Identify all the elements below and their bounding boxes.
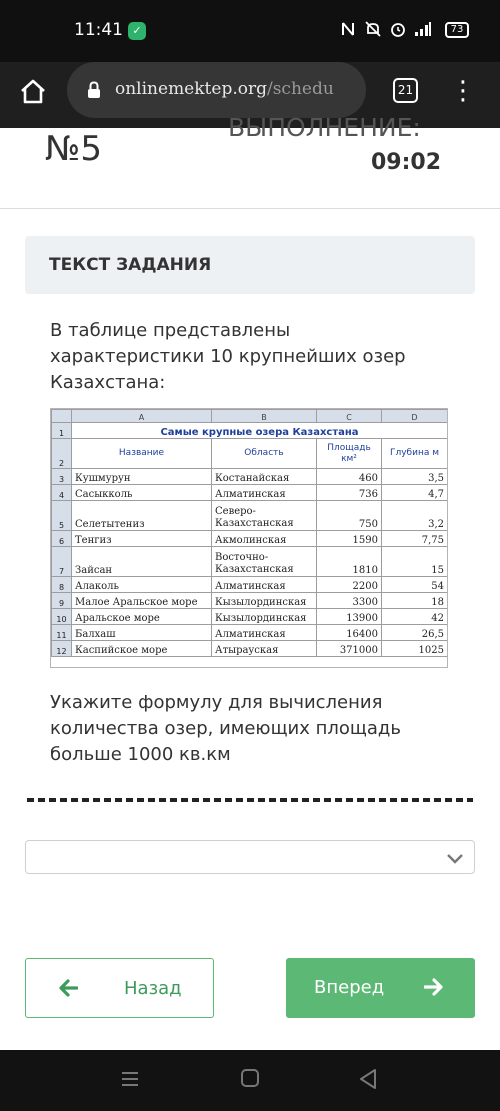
cell-name: Каспийское море bbox=[72, 641, 212, 657]
back-button-label: Назад bbox=[124, 978, 182, 999]
cell-area: 16400 bbox=[317, 625, 382, 641]
cell-region: Акмолинская bbox=[212, 531, 317, 547]
next-button-label: Вперед bbox=[314, 977, 385, 998]
cell-name: Сасыкколь bbox=[72, 485, 212, 501]
cell-region: Кызылординская bbox=[212, 609, 317, 625]
row-number: 9 bbox=[52, 593, 72, 609]
cell-region: Восточно-Казахстанская bbox=[212, 547, 317, 577]
back-button[interactable] bbox=[25, 958, 214, 1018]
table-row bbox=[52, 531, 448, 547]
tab-switcher-button[interactable]: 21 bbox=[393, 78, 418, 103]
header-row bbox=[52, 439, 448, 469]
header-area: Площадь км² bbox=[317, 439, 382, 469]
status-bar bbox=[0, 0, 500, 62]
cell-name: Зайсан bbox=[72, 547, 212, 577]
cell-depth: 15 bbox=[382, 547, 448, 577]
cell-name: Тенгиз bbox=[72, 531, 212, 547]
col-header: B bbox=[212, 410, 317, 423]
cell-region: Алматинская bbox=[212, 485, 317, 501]
task-number: №5 bbox=[45, 129, 102, 169]
cell-area: 3300 bbox=[317, 593, 382, 609]
row-number: 1 bbox=[52, 423, 72, 439]
cell-area: 2200 bbox=[317, 577, 382, 593]
cell-region: Кызылординская bbox=[212, 593, 317, 609]
column-header-row bbox=[52, 410, 448, 423]
row-number: 5 bbox=[52, 501, 72, 531]
header-region: Область bbox=[212, 439, 317, 469]
row-number: 10 bbox=[52, 609, 72, 625]
task-text-panel bbox=[25, 236, 475, 294]
cell-region: Северо-Казахстанская bbox=[212, 501, 317, 531]
nfc-icon bbox=[340, 21, 356, 37]
table-body bbox=[52, 469, 448, 657]
corner-cell bbox=[52, 410, 72, 423]
url-text: onlinemektep.org/schedu bbox=[115, 79, 334, 99]
table-row bbox=[52, 593, 448, 609]
table-row bbox=[52, 501, 448, 531]
cell-name: Селетытениз bbox=[72, 501, 212, 531]
cell-region: Атырауская bbox=[212, 641, 317, 657]
table-row bbox=[52, 577, 448, 593]
cell-region: Алматинская bbox=[212, 625, 317, 641]
execution-label: ВЫПОЛНЕНИЕ: bbox=[228, 113, 421, 142]
lock-icon bbox=[87, 81, 101, 99]
timer: 09:02 bbox=[371, 150, 442, 175]
row-number: 8 bbox=[52, 577, 72, 593]
header-depth: Глубина м bbox=[382, 439, 448, 469]
table-row bbox=[52, 469, 448, 485]
col-header: D bbox=[382, 410, 448, 423]
cell-depth: 3,2 bbox=[382, 501, 448, 531]
app-notification-icon: ✓ bbox=[128, 22, 146, 40]
battery-icon: 73 bbox=[445, 22, 469, 38]
cell-name: Алаколь bbox=[72, 577, 212, 593]
cell-depth: 42 bbox=[382, 609, 448, 625]
table-row bbox=[52, 485, 448, 501]
home-icon[interactable] bbox=[18, 76, 48, 106]
row-number: 12 bbox=[52, 641, 72, 657]
status-indicator-icons bbox=[340, 21, 432, 41]
cell-area: 371000 bbox=[317, 641, 382, 657]
row-number: 3 bbox=[52, 469, 72, 485]
address-bar[interactable] bbox=[67, 62, 366, 118]
task-intro: В таблице представлены характеристики 10 крупнейших озер Казахстана: bbox=[50, 320, 406, 393]
table-row bbox=[52, 641, 448, 657]
cell-region: Костанайская bbox=[212, 469, 317, 485]
alarm-icon bbox=[390, 21, 406, 37]
nav-home-icon[interactable] bbox=[240, 1068, 260, 1088]
table-row bbox=[52, 609, 448, 625]
header-name: Название bbox=[72, 439, 212, 469]
next-button[interactable] bbox=[286, 958, 475, 1018]
col-header: A bbox=[72, 410, 212, 423]
more-menu-icon[interactable]: ⋮ bbox=[450, 76, 476, 106]
cell-depth: 3,5 bbox=[382, 469, 448, 485]
cell-name: Балхаш bbox=[72, 625, 212, 641]
cell-name: Аральское море bbox=[72, 609, 212, 625]
answer-dropdown[interactable] bbox=[25, 840, 475, 874]
cell-area: 750 bbox=[317, 501, 382, 531]
cell-area: 1590 bbox=[317, 531, 382, 547]
cell-name: Кушмурун bbox=[72, 469, 212, 485]
nav-back-icon[interactable] bbox=[358, 1068, 378, 1090]
spreadsheet-image bbox=[50, 408, 448, 668]
panel-title: ТЕКСТ ЗАДАНИЯ bbox=[49, 255, 212, 275]
table-row bbox=[52, 625, 448, 641]
cell-depth: 26,5 bbox=[382, 625, 448, 641]
row-number: 4 bbox=[52, 485, 72, 501]
cell-region: Алматинская bbox=[212, 577, 317, 593]
task-question: Укажите формулу для вычисления количества озер, имеющих площадь больше 1000 кв.км bbox=[50, 692, 401, 765]
cell-depth: 1025 bbox=[382, 641, 448, 657]
arrow-right-icon bbox=[424, 976, 444, 998]
row-number: 2 bbox=[52, 439, 72, 469]
col-header: C bbox=[317, 410, 382, 423]
cell-area: 460 bbox=[317, 469, 382, 485]
chevron-down-icon bbox=[446, 849, 464, 867]
table-row bbox=[52, 547, 448, 577]
dashed-separator bbox=[27, 798, 473, 802]
cell-depth: 18 bbox=[382, 593, 448, 609]
table-title: Самые крупные озера Казахстана bbox=[72, 423, 448, 439]
cell-depth: 54 bbox=[382, 577, 448, 593]
cell-depth: 4,7 bbox=[382, 485, 448, 501]
row-number: 6 bbox=[52, 531, 72, 547]
system-navigation-bar bbox=[0, 1050, 500, 1111]
mute-icon bbox=[365, 21, 381, 37]
row-number: 7 bbox=[52, 547, 72, 577]
row-number: 11 bbox=[52, 625, 72, 641]
header-divider bbox=[0, 208, 500, 209]
title-row bbox=[52, 423, 448, 439]
status-time: 11:41 bbox=[74, 20, 123, 40]
cell-area: 1810 bbox=[317, 547, 382, 577]
cell-name: Малое Аральское море bbox=[72, 593, 212, 609]
signal-icon bbox=[414, 21, 432, 37]
recent-apps-icon[interactable] bbox=[120, 1069, 140, 1089]
cell-area: 736 bbox=[317, 485, 382, 501]
cell-area: 13900 bbox=[317, 609, 382, 625]
cell-depth: 7,75 bbox=[382, 531, 448, 547]
arrow-left-icon bbox=[58, 977, 78, 999]
